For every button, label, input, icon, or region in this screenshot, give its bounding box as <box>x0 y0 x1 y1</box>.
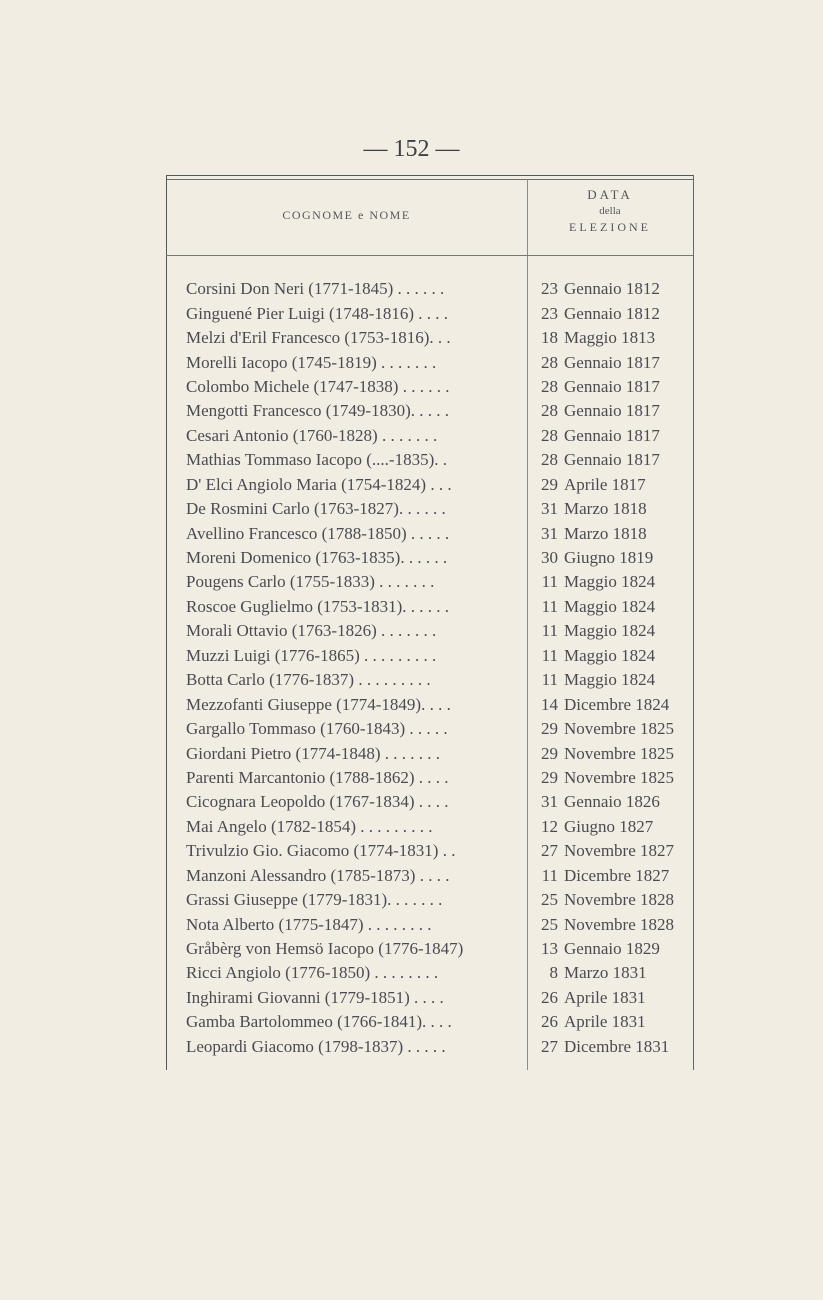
election-day: 27 <box>541 841 558 861</box>
table-row <box>186 424 693 448</box>
member-name: Melzi d'Eril Francesco (1753-1816). . . <box>186 328 451 348</box>
election-date <box>524 426 693 446</box>
election-date <box>524 719 693 739</box>
election-date <box>524 401 693 421</box>
member-name: Gargallo Tommaso (1760-1843) . . . . . <box>186 719 448 739</box>
election-date <box>524 353 693 373</box>
election-date <box>524 768 693 788</box>
election-date <box>524 499 693 519</box>
table-row <box>186 839 693 863</box>
table-row <box>186 619 693 643</box>
member-name: Ricci Angiolo (1776-1850) . . . . . . . . <box>186 963 439 983</box>
election-day: 28 <box>541 376 558 396</box>
member-name: Botta Carlo (1776-1837) . . . . . . . . . <box>186 670 431 690</box>
table-row <box>186 717 693 741</box>
table-row <box>186 350 693 374</box>
election-month-year: Gennaio 1817 <box>564 425 660 445</box>
table-row <box>186 399 693 423</box>
election-month-year: Marzo 1831 <box>564 963 647 983</box>
header-date-line3: ELEZIONE <box>569 220 651 234</box>
election-date <box>524 890 693 910</box>
election-month-year: Gennaio 1812 <box>564 279 660 299</box>
election-day: 31 <box>541 792 558 812</box>
election-table <box>166 175 693 1070</box>
election-date <box>524 450 693 470</box>
member-name: D' Elci Angiolo Maria (1754-1824) . . . <box>186 474 452 494</box>
election-month-year: Maggio 1824 <box>564 645 656 665</box>
election-date <box>524 621 693 641</box>
election-date <box>524 548 693 568</box>
election-date <box>524 963 693 983</box>
election-day: 13 <box>541 939 558 959</box>
member-name: Roscoe Guglielmo (1753-1831). . . . . . <box>186 596 449 616</box>
election-day: 8 <box>549 963 558 983</box>
election-day: 11 <box>541 572 558 592</box>
election-date <box>524 572 693 592</box>
election-day: 31 <box>541 499 558 519</box>
election-month-year: Giugno 1819 <box>564 548 654 568</box>
header-date-column <box>527 187 693 235</box>
election-day: 27 <box>541 1036 558 1056</box>
election-day: 23 <box>541 303 558 323</box>
election-date <box>524 328 693 348</box>
election-day: 29 <box>541 719 558 739</box>
election-day: 25 <box>541 890 558 910</box>
member-name: Moreni Domenico (1763-1835). . . . . . <box>186 548 448 568</box>
table-row <box>186 961 693 985</box>
election-month-year: Maggio 1824 <box>564 621 656 641</box>
election-month-year: Novembre 1827 <box>564 841 675 861</box>
member-name: Corsini Don Neri (1771-1845) . . . . . . <box>186 279 445 299</box>
election-date <box>524 744 693 764</box>
member-name: Colombo Michele (1747-1838) . . . . . . <box>186 376 450 396</box>
table-row <box>186 1010 693 1034</box>
table-row <box>186 546 693 570</box>
election-date <box>524 304 693 324</box>
table-row <box>186 864 693 888</box>
election-month-year: Novembre 1828 <box>564 914 675 934</box>
election-month-year: Novembre 1825 <box>564 719 675 739</box>
member-name: Morali Ottavio (1763-1826) . . . . . . . <box>186 621 437 641</box>
election-date <box>524 1012 693 1032</box>
election-day: 28 <box>541 450 558 470</box>
election-day: 28 <box>541 401 558 421</box>
election-month-year: Giugno 1827 <box>564 816 654 836</box>
election-month-year: Maggio 1813 <box>564 328 656 348</box>
member-name: Cicognara Leopoldo (1767-1834) . . . . <box>186 792 449 812</box>
election-date <box>524 597 693 617</box>
member-name: Ginguené Pier Luigi (1748-1816) . . . . <box>186 303 449 323</box>
member-name: Mengotti Francesco (1749-1830). . . . . <box>186 401 449 421</box>
member-name: Manzoni Alessandro (1785-1873) . . . . <box>186 865 450 885</box>
election-date <box>524 279 693 299</box>
election-day: 23 <box>541 279 558 299</box>
election-month-year: Gennaio 1826 <box>564 792 660 812</box>
member-name: Morelli Iacopo (1745-1819) . . . . . . . <box>186 352 437 372</box>
election-month-year: Novembre 1825 <box>564 767 675 787</box>
election-date <box>524 670 693 690</box>
election-day: 11 <box>541 596 558 616</box>
election-day: 29 <box>541 767 558 787</box>
member-name: Gråbèrg von Hemsö Iacopo (1776-1847) <box>186 939 464 959</box>
election-date <box>524 475 693 495</box>
table-row <box>186 668 693 692</box>
election-month-year: Novembre 1825 <box>564 743 675 763</box>
table-row <box>186 595 693 619</box>
election-day: 29 <box>541 743 558 763</box>
member-name: Inghirami Giovanni (1779-1851) . . . . <box>186 987 444 1007</box>
member-name: Mathias Tommaso Iacopo (....-1835). . <box>186 450 448 470</box>
election-day: 12 <box>541 816 558 836</box>
member-name: Leopardi Giacomo (1798-1837) . . . . . <box>186 1036 446 1056</box>
election-day: 30 <box>541 548 558 568</box>
election-day: 29 <box>541 474 558 494</box>
member-name: Mezzofanti Giuseppe (1774-1849). . . . <box>186 694 451 714</box>
top-rule-inner <box>166 179 693 180</box>
election-month-year: Marzo 1818 <box>564 523 647 543</box>
election-month-year: Dicembre 1824 <box>564 694 670 714</box>
member-name: Pougens Carlo (1755-1833) . . . . . . . <box>186 572 435 592</box>
table-row <box>186 888 693 912</box>
top-rule <box>166 175 693 176</box>
member-name: Trivulzio Gio. Giacomo (1774-1831) . . <box>186 841 456 861</box>
election-day: 11 <box>541 645 558 665</box>
election-day: 28 <box>541 352 558 372</box>
table-row <box>186 497 693 521</box>
member-name: De Rosmini Carlo (1763-1827). . . . . . <box>186 499 446 519</box>
table-row <box>186 790 693 814</box>
table-row <box>186 912 693 936</box>
election-month-year: Gennaio 1817 <box>564 401 660 421</box>
election-date <box>524 939 693 959</box>
election-month-year: Dicembre 1827 <box>564 865 670 885</box>
table-body <box>186 277 693 1059</box>
header-date-line1: DATA <box>587 187 633 202</box>
election-date <box>524 915 693 935</box>
election-date <box>524 695 693 715</box>
member-name: Cesari Antonio (1760-1828) . . . . . . . <box>186 425 438 445</box>
election-date <box>524 524 693 544</box>
election-day: 31 <box>541 523 558 543</box>
page-number: — 152 — <box>363 136 460 162</box>
election-day: 25 <box>541 914 558 934</box>
left-rule <box>166 175 167 1070</box>
table-row <box>186 1035 693 1059</box>
header-name-column: COGNOME e NOME <box>282 208 411 222</box>
member-name: Gamba Bartolommeo (1766-1841). . . . <box>186 1012 452 1032</box>
election-month-year: Dicembre 1831 <box>564 1036 670 1056</box>
election-day: 26 <box>541 1012 558 1032</box>
table-row <box>186 521 693 545</box>
table-row <box>186 301 693 325</box>
table-row <box>186 326 693 350</box>
member-name: Avellino Francesco (1788-1850) . . . . . <box>186 523 450 543</box>
member-name: Giordani Pietro (1774-1848) . . . . . . . <box>186 743 441 763</box>
election-day: 14 <box>541 694 558 714</box>
member-name: Parenti Marcantonio (1788-1862) . . . . <box>186 767 449 787</box>
table-row <box>186 766 693 790</box>
table-row <box>186 448 693 472</box>
election-day: 11 <box>541 621 558 641</box>
election-month-year: Marzo 1818 <box>564 499 647 519</box>
election-month-year: Maggio 1824 <box>564 670 656 690</box>
election-date <box>524 377 693 397</box>
right-rule <box>693 175 694 1070</box>
member-name: Muzzi Luigi (1776-1865) . . . . . . . . . <box>186 645 437 665</box>
election-month-year: Gennaio 1817 <box>564 376 660 396</box>
table-row <box>186 473 693 497</box>
election-day: 18 <box>541 328 558 348</box>
election-month-year: Gennaio 1817 <box>564 352 660 372</box>
table-row <box>186 986 693 1010</box>
election-date <box>524 988 693 1008</box>
header-date-line2: della <box>599 205 621 217</box>
election-day: 11 <box>541 670 558 690</box>
table-row <box>186 375 693 399</box>
election-month-year: Gennaio 1812 <box>564 303 660 323</box>
table-row <box>186 570 693 594</box>
table-row <box>186 815 693 839</box>
member-name: Mai Angelo (1782-1854) . . . . . . . . . <box>186 816 433 836</box>
member-name: Nota Alberto (1775-1847) . . . . . . . . <box>186 914 432 934</box>
election-month-year: Gennaio 1817 <box>564 450 660 470</box>
election-day: 11 <box>541 865 558 885</box>
election-day: 28 <box>541 425 558 445</box>
election-month-year: Gennaio 1829 <box>564 939 660 959</box>
election-date <box>524 817 693 837</box>
election-date <box>524 1037 693 1057</box>
election-month-year: Maggio 1824 <box>564 572 656 592</box>
table-row <box>186 741 693 765</box>
table-row <box>186 937 693 961</box>
election-month-year: Novembre 1828 <box>564 890 675 910</box>
election-month-year: Aprile 1831 <box>564 1012 646 1032</box>
election-date <box>524 646 693 666</box>
table-row <box>186 692 693 716</box>
election-month-year: Maggio 1824 <box>564 596 656 616</box>
election-day: 26 <box>541 987 558 1007</box>
election-date <box>524 792 693 812</box>
header-rule <box>166 255 693 256</box>
election-month-year: Aprile 1817 <box>564 474 646 494</box>
election-date <box>524 866 693 886</box>
election-date <box>524 841 693 861</box>
table-row <box>186 644 693 668</box>
election-month-year: Aprile 1831 <box>564 987 646 1007</box>
table-row <box>186 277 693 301</box>
member-name: Grassi Giuseppe (1779-1831). . . . . . . <box>186 890 443 910</box>
